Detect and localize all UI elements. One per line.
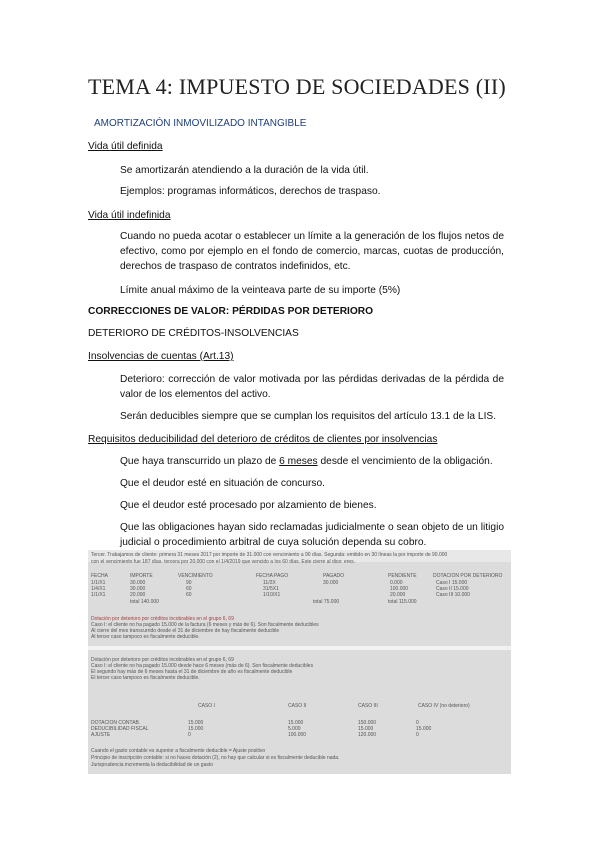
scan-row-2-pago: 31/5X1 xyxy=(263,586,279,592)
scan-group-note-4: El tercer caso tampoco es fiscalmente deducible. xyxy=(91,675,200,681)
scan-trow-1-c4: 0 xyxy=(416,720,419,726)
correcciones-heading: CORRECCIONES DE VALOR: PÉRDIDAS POR DETERIORO xyxy=(88,306,374,317)
scan-trow-2-c2: 5.000 xyxy=(288,726,301,732)
scan-group-note-2: Caso I: el cliente no ha pagado 15.000 desde hace 6 meses (más de 6). Son fiscalmente deducibles xyxy=(91,663,314,669)
scan-red-note-1: Dotación por deterioro por créditos incobrables en el grupo 6, 69 xyxy=(91,616,234,622)
scan-row-1-importe: 30.000 xyxy=(130,580,146,586)
scanned-notes-image xyxy=(88,550,511,774)
insolvencias-p1: Deterioro: corrección de valor motivada por las pérdidas derivadas de la pérdida de valor de los elementos del activo. xyxy=(120,374,504,400)
scan-trow-2-c4: 15.000 xyxy=(416,726,432,732)
scan-trow-2-c3: 15.000 xyxy=(358,726,374,732)
scan-row-2-pendiente: 100.000 xyxy=(390,586,409,592)
scan-col-caso-2: CASO II xyxy=(288,703,307,709)
scan-header-pagado: PAGADO xyxy=(323,573,345,579)
vida-indefinida-p2: Límite anual máximo de la veinteava parte de su importe (5%) xyxy=(120,285,401,296)
requisito-3: Que el deudor esté procesado por alzamiento de bienes. xyxy=(120,500,377,511)
scan-row-3-pendiente: 20.000 xyxy=(390,592,406,598)
scan-col-caso-1: CASO I xyxy=(198,703,215,709)
scan-header-fecha: FECHA xyxy=(91,573,108,579)
scan-row-2-venc: 60 xyxy=(186,586,192,592)
scan-row-2-fecha: 1/4/X1 xyxy=(91,586,106,592)
scan-trow-2-label: DEDUCIBILIDAD FISCAL xyxy=(91,726,149,732)
scan-row-3-venc: 60 xyxy=(186,592,192,598)
scan-row-1-pagado: 30.000 xyxy=(323,580,339,586)
deterioro-creditos-heading: DETERIORO DE CRÉDITOS-INSOLVENCIAS xyxy=(88,328,299,339)
requisito-1-plazo: 6 meses xyxy=(279,456,318,467)
scan-footer-note-1: Cuando el gasto contable es superior a fiscalmente deducible = Ajuste positivo xyxy=(91,748,266,754)
scan-row-1-venc: 90 xyxy=(186,580,192,586)
scan-row-1-pendiente: 0.000 xyxy=(390,580,403,586)
scan-row-1-dotacion: Caso I 15.000 xyxy=(436,580,468,586)
scan-total-2: total 75.000 xyxy=(313,599,340,605)
scan-total-1: total 140.000 xyxy=(130,599,159,605)
scan-separator xyxy=(88,646,511,650)
scan-row-2-importe: 30.000 xyxy=(130,586,146,592)
section-heading: AMORTIZACIÓN INMOVILIZADO INTANGIBLE xyxy=(94,118,307,129)
vida-indefinida-p1: Cuando no pueda acotar o establecer un límite a la generación de los flujos netos de efectivo, como por ejemplo en el fondo de comercio, marcas, cuotas de producción, derechos de traspaso de contratos indefinidos, etc. xyxy=(120,231,504,272)
scan-trow-1-c3: 150.000 xyxy=(358,720,377,726)
scan-red-note-4: Al tercer caso tampoco es fiscalmente deducible. xyxy=(91,634,200,640)
scan-header-importe: IMPORTE xyxy=(130,573,153,579)
scan-header-pendiente: PENDIENTE xyxy=(388,573,417,579)
scan-header-fecha-pago: FECHA PAGO xyxy=(256,573,289,579)
vida-definida-heading: Vida útil definida xyxy=(88,141,163,152)
scan-group-note-1: Dotación por deterioro por créditos incobrables en el grupo 6, 69 xyxy=(91,657,234,663)
scan-footer-note-3: Jurisprudencia incrementa la deducibilidad de un gasto xyxy=(91,762,214,768)
scan-trow-2-c1: 15.000 xyxy=(188,726,204,732)
scan-intro-1: Tercer. Trabajamos de cliente: primera 31 meses 2017 por importe de 31.000 con vencimiento a 90 días. Segunda: emitido en 30 líneas la por importe de 90.000 xyxy=(91,552,448,558)
requisitos-heading: Requisitos deducibilidad del deterioro de créditos de clientes por insolvencias xyxy=(88,434,438,445)
scan-trow-3-c2: 100.000 xyxy=(288,732,307,738)
scan-row-3-fecha: 1/1/X1 xyxy=(91,592,106,598)
scan-trow-1-label: DOTACION CONTAB. xyxy=(91,720,141,726)
requisito-1 xyxy=(120,454,493,470)
scan-header-vencimiento: VENCIMIENTO xyxy=(178,573,213,579)
requisito-2: Que el deudor esté en situación de concurso. xyxy=(120,478,326,489)
vida-definida-p1: Se amortizarán atendiendo a la duración de la vida útil. xyxy=(120,165,369,176)
page-title: TEMA 4: IMPUESTO DE SOCIEDADES (II) xyxy=(88,74,506,99)
scan-red-note-2: Caso I: el cliente no ha pagado 15.000 de la factura (6 meses y más de 6). Son fiscalmente deducibles xyxy=(91,622,319,628)
vida-definida-p2: Ejemplos: programas informáticos, derechos de traspaso. xyxy=(120,186,381,197)
scan-trow-3-c3: 120.000 xyxy=(358,732,377,738)
scan-trow-3-label: AJUSTE xyxy=(91,732,111,738)
scan-col-caso-3: CASO III xyxy=(358,703,378,709)
scan-row-3-importe: 20.000 xyxy=(130,592,146,598)
scan-header-dotacion: DOTACION POR DETERIORO xyxy=(433,573,503,579)
scan-trow-1-c1: 15.000 xyxy=(188,720,204,726)
requisito-1-pre: Que haya transcurrido un plazo de xyxy=(120,456,280,467)
requisito-1-post: desde el vencimiento de la obligación. xyxy=(317,456,493,467)
scan-group-note-3: El segundo hay más de 6 meses hasta el 31 de diciembre de año es fiscalmente deducible xyxy=(91,669,293,675)
scan-trow-1-c2: 15.000 xyxy=(288,720,304,726)
scan-row-1-fecha: 1/1/X1 xyxy=(91,580,106,586)
scan-total-3: total 115.000 xyxy=(388,599,417,605)
scan-row-1-pago: 11/2X xyxy=(263,580,276,586)
scan-col-caso-4: CASO IV (no deterioro) xyxy=(418,703,470,709)
insolvencias-heading: Insolvencias de cuentas (Art.13) xyxy=(88,351,234,362)
insolvencias-p2: Serán deducibles siempre que se cumplan los requisitos del artículo 13.1 de la LIS. xyxy=(120,411,497,422)
vida-indefinida-heading: Vida útil indefinida xyxy=(88,210,171,221)
scan-row-3-pago: 1/10/X1 xyxy=(263,592,281,598)
scan-trow-3-c1: 0 xyxy=(188,732,191,738)
scan-red-note-3: Al cierre del mes transcurrido desde el 31 de diciembre de hay fiscalmente deducible xyxy=(91,628,280,634)
scan-trow-3-c4: 0 xyxy=(416,732,419,738)
scan-footer-note-2: Principio de inscripción contable: si no haces dotación (2), no hay que calcular si es fiscalmente deducible nada. xyxy=(91,755,340,761)
scan-row-2-dotacion: Caso II 15.000 xyxy=(436,586,469,592)
scan-intro-2: con el vencimiento fue 187 días. tercera por 20.000 con el 1/4/2019 que vencido a los 60 días. Este cierre al dice: eres. xyxy=(91,559,356,565)
requisito-4: Que las obligaciones hayan sido reclamadas judicialmente o sean objeto de un litigio judicial o procedimiento arbitral de cuya solución dependa su cobro. xyxy=(120,522,504,548)
scan-row-3-dotacion: Caso III 10.000 xyxy=(436,592,470,598)
